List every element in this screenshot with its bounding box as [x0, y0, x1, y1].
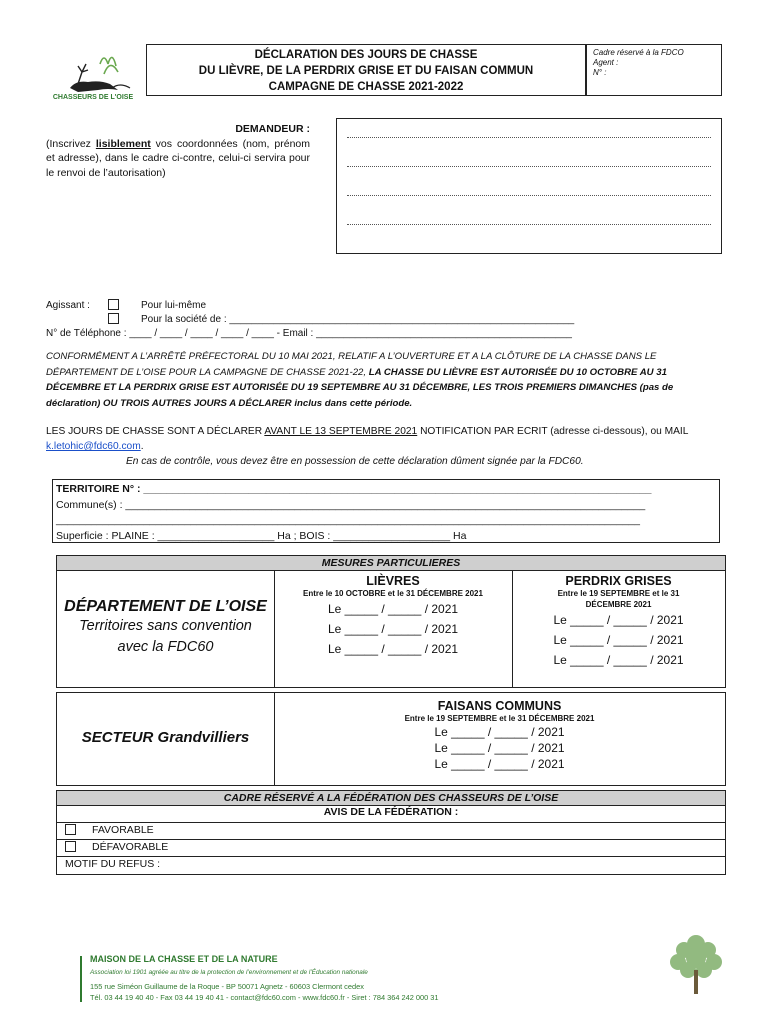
demandeur-emphasis: lisiblement — [95, 137, 151, 150]
address-line[interactable] — [347, 166, 711, 167]
favorable-label: FAVORABLE — [92, 824, 154, 836]
tree-icon — [666, 930, 726, 996]
declare-text-post: NOTIFICATION PAR ECRIT (adresse ci-dessous), ou MAIL — [417, 426, 689, 437]
arrete-notice — [46, 349, 724, 411]
defavorable-label: DÉFAVORABLE — [92, 841, 169, 853]
option-societe[interactable]: Pour la société de : ______________________________________________________________ — [141, 314, 575, 325]
avis-heading: AVIS DE LA FÉDÉRATION : — [323, 806, 459, 818]
checkbox-societe[interactable] — [108, 313, 119, 324]
agent-label: Agent : — [593, 58, 619, 67]
checkbox-favorable[interactable] — [65, 824, 76, 835]
lievres-range: Entre le 10 OCTOBRE et le 31 DÉCEMBRE 2021 — [303, 589, 483, 598]
demandeur-text-post: vos coordonnées (nom, prénom et adresse), dans le cadre ci-contre, celui-ci servira pour le renvoi de l’autorisation) — [46, 137, 310, 179]
address-line[interactable] — [347, 137, 711, 138]
demandeur-instructions: DEMANDEUR : (Inscrivez lisiblement vos coordonnées (nom, prénom et adresse), dans le cadre ci-contre, celui-ci servira pour le renvoi de l’autorisation) — [46, 123, 310, 179]
dept-subtitle-2: avec la FDC60 — [117, 639, 214, 655]
title-line-2: DU LIÈVRE, DE LA PERDRIX GRISE ET DU FAISAN COMMUN — [198, 65, 534, 77]
checkbox-lui-meme[interactable] — [108, 299, 119, 310]
dept-subtitle-1: Territoires sans convention — [79, 618, 252, 634]
perdrix-date-1[interactable]: Le _____ / _____ / 2021 — [553, 613, 684, 627]
footer-contact: Tél. 03 44 19 40 40 - Fax 03 44 19 40 41 - contact@fdc60.com - www.fdc60.fr - Siret : 784 364 242 000 31 — [90, 993, 439, 1002]
declare-text: LES JOURS DE CHASSE SONT A DÉCLARER — [46, 426, 265, 437]
number-label: N° : — [593, 68, 607, 77]
notice-bold-text: LA CHASSE DU LIÈVRE EST AUTORISÉE DU 10 OCTOBRE AU 31 DÉCEMBRE ET LA PERDRIX GRISE EST AUTORISÉE DU 19 SEPTEMBRE AU 31 DÉCEMBRE, LES TROIS PREMIERS DIMANCHES (pas de déclaration) OU TROIS AUTRES JOURS A DÉCLARER inclus dans cette période. — [46, 366, 674, 409]
logo-caption: CHASSEURS DE L'OISE — [52, 94, 134, 101]
communes-field-extra[interactable]: ____________________________________________________________________________________________________ — [56, 514, 640, 526]
footer-address: 155 rue Siméon Guillaume de la Roque - BP 50071 Agnetz - 60603 Clermont cedex — [90, 982, 364, 991]
mesures-oise-row — [56, 570, 726, 688]
dept-title: DÉPARTEMENT DE L’OISE — [64, 598, 267, 615]
period: . — [140, 441, 144, 452]
faisans-range: Entre le 19 SEPTEMBRE et le 31 DÉCEMBRE 2021 — [404, 714, 595, 723]
faisans-date-2[interactable]: Le _____ / _____ / 2021 — [434, 741, 565, 755]
lievres-date-1[interactable]: Le _____ / _____ / 2021 — [327, 602, 459, 616]
territoire-field[interactable]: TERRITOIRE N° : _______________________________________________________________________________________ — [56, 483, 652, 495]
motif-refus-field[interactable]: MOTIF DU REFUS : — [65, 858, 161, 870]
address-box[interactable] — [336, 118, 722, 254]
mesures-grandvilliers-row — [56, 692, 726, 786]
superficie-field[interactable]: Superficie : PLAINE : ____________________ Ha ; BOIS : ____________________ Ha — [56, 529, 467, 542]
mesures-heading: MESURES PARTICULIERES — [56, 555, 726, 571]
demandeur-heading: DEMANDEUR — [235, 123, 304, 135]
deadline: AVANT LE 13 SEPTEMBRE 2021 — [264, 426, 418, 437]
address-line[interactable] — [347, 224, 711, 225]
perdrix-date-2[interactable]: Le _____ / _____ / 2021 — [553, 633, 684, 647]
title-line-1: DÉCLARATION DES JOURS DE CHASSE — [254, 49, 478, 61]
faisans-date-1[interactable]: Le _____ / _____ / 2021 — [434, 725, 565, 739]
controle-notice: En cas de contrôle, vous devez être en possession de cette déclaration dûment signée par la FDC60. — [126, 456, 584, 467]
lievres-date-2[interactable]: Le _____ / _____ / 2021 — [327, 622, 459, 636]
agissant-section — [46, 299, 574, 341]
perdrix-date-3[interactable]: Le _____ / _____ / 2021 — [553, 653, 684, 667]
territoire-box — [52, 479, 720, 543]
email-link[interactable]: k.letohic@fdc60.com — [46, 441, 141, 452]
cadre-body — [56, 805, 726, 875]
address-line[interactable] — [347, 195, 711, 196]
notice-text: CONFORMÉMENT A L’ARRÊTÉ PRÉFECTORAL DU 10 MAI 2021, RELATIF A L’OUVERTURE ET A LA CLÔTURE DE LA CHASSE DANS LE DÉPARTEMENT DE L’OISE POUR LA CAMPAGNE DE CHASSE 2021-22, — [46, 351, 657, 378]
phone-email-fields[interactable]: N° de Téléphone : ____ / ____ / ____ / ____ / ____ - Email : ______________________________________________ — [46, 328, 572, 339]
agissant-label: Agissant : — [46, 300, 90, 311]
lievres-date-3[interactable]: Le _____ / _____ / 2021 — [327, 642, 459, 656]
footer-title: MAISON DE LA CHASSE ET DE LA NATURE — [90, 954, 278, 964]
checkbox-defavorable[interactable] — [65, 841, 76, 852]
title-line-3: CAMPAGNE DE CHASSE 2021-2022 — [268, 81, 464, 93]
lievres-title: LIÈVRES — [366, 574, 420, 588]
perdrix-range-2: DÉCEMBRE 2021 — [585, 600, 652, 609]
fdco-reserved-box — [586, 44, 722, 96]
perdrix-range-1: Entre le 19 SEPTEMBRE et le 31 — [557, 589, 680, 598]
faisans-title: FAISANS COMMUNS — [437, 699, 562, 713]
footer-subtitle: Association loi 1901 agréée au titre de la protection de l’environnement et de l’Éducation nationale — [90, 969, 368, 976]
declaration-notice — [46, 424, 726, 469]
cadre-heading: CADRE RÉSERVÉ A LA FÉDÉRATION DES CHASSEURS DE L’OISE — [56, 790, 726, 806]
demandeur-text-pre: (Inscrivez — [46, 137, 96, 150]
option-lui-meme: Pour lui-même — [141, 300, 207, 311]
document-title — [146, 44, 586, 96]
communes-field[interactable]: Commune(s) : _________________________________________________________________________________________ — [56, 498, 646, 511]
faisans-date-3[interactable]: Le _____ / _____ / 2021 — [434, 757, 565, 771]
secteur-title: SECTEUR Grandvilliers — [81, 729, 250, 746]
reserved-label: Cadre réservé à la FDCO — [593, 48, 684, 57]
perdrix-title: PERDRIX GRISES — [565, 574, 672, 588]
